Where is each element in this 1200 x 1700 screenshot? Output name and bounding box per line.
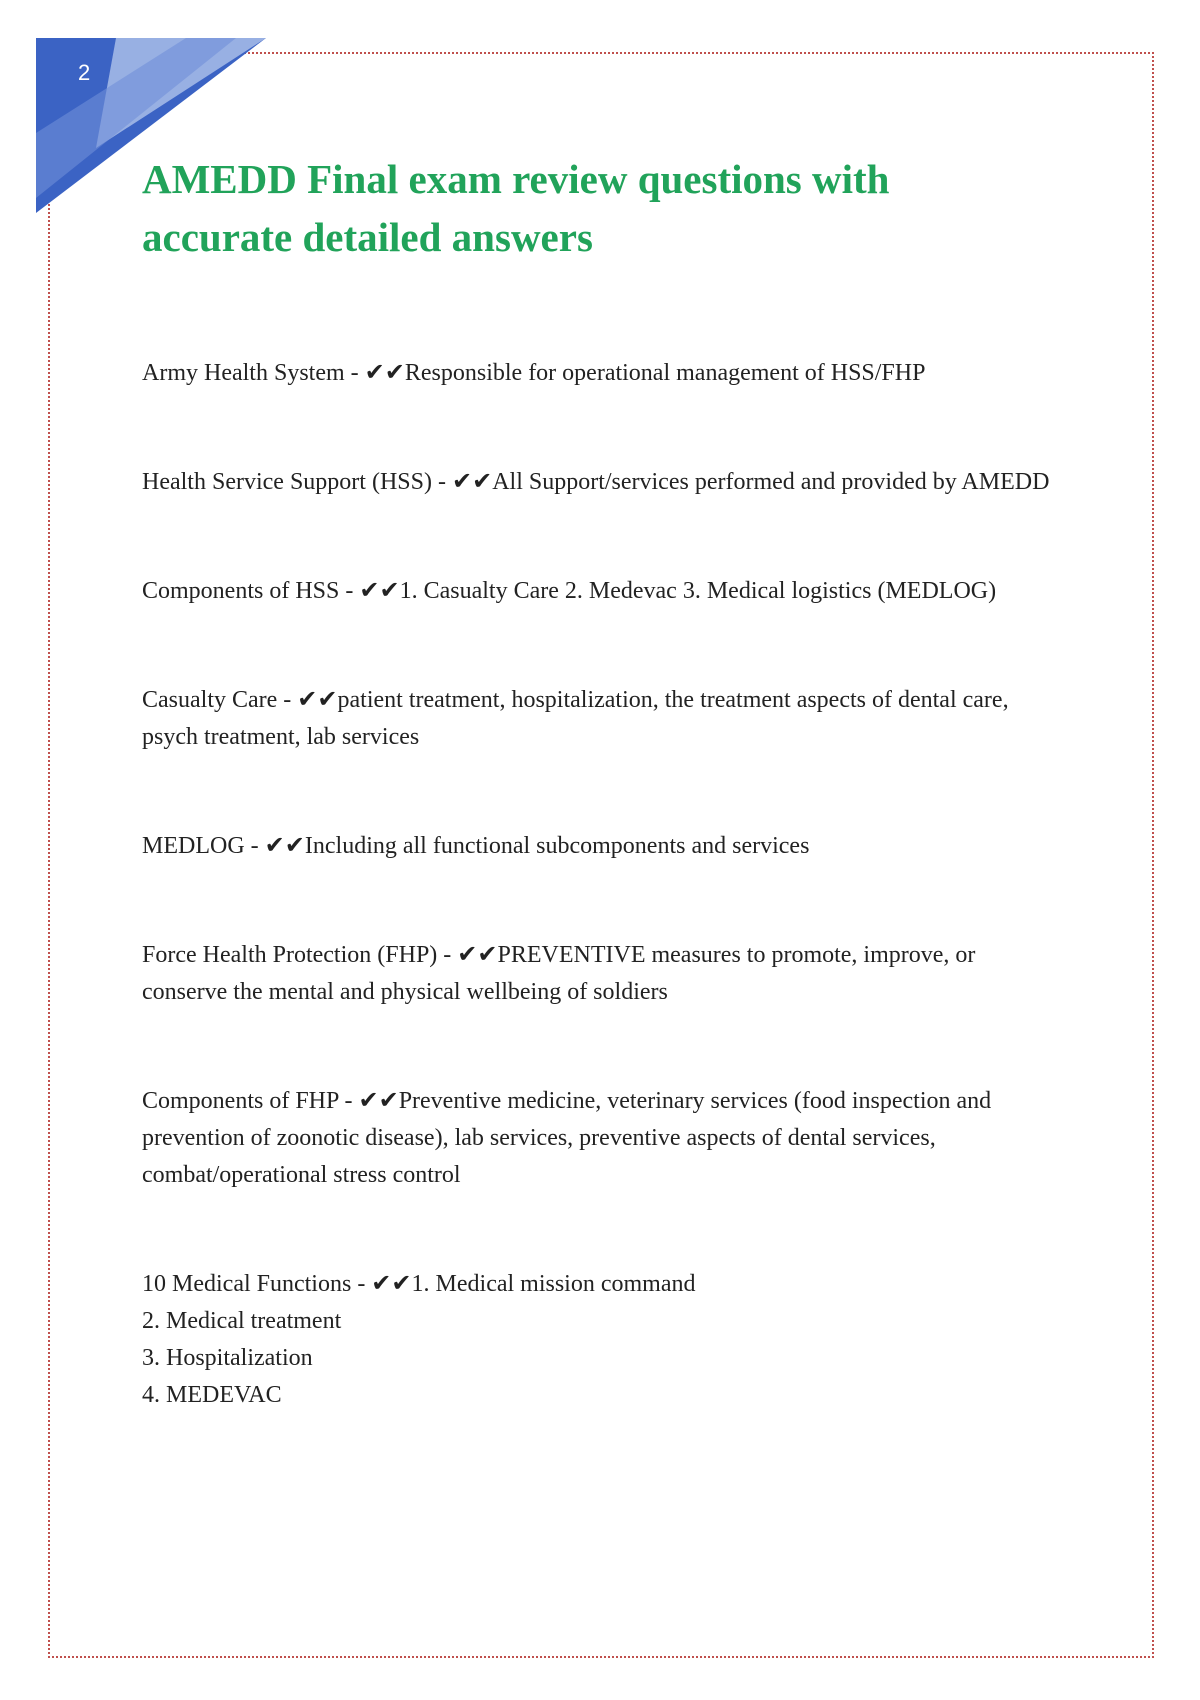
page-number: 2 bbox=[78, 60, 91, 85]
entry-term: Casualty Care bbox=[142, 687, 278, 713]
qa-entry bbox=[142, 573, 1062, 610]
entry-term: Components of FHP bbox=[142, 1088, 339, 1114]
entry-answer: patient treatment, hospitalization, the treatment aspects of dental care, psych treatment, lab services bbox=[142, 687, 1009, 750]
entry-term: MEDLOG bbox=[142, 833, 245, 859]
entry-answer: PREVENTIVE measures to promote, improve, or conserve the mental and physical wellbeing of soldiers bbox=[142, 942, 976, 1005]
entry-answer: Responsible for operational management of HSS/FHP bbox=[404, 360, 926, 386]
function-list-item: 2. Medical treatment bbox=[142, 1308, 342, 1334]
qa-entry bbox=[142, 937, 1062, 1011]
entry-term: 10 Medical Functions bbox=[142, 1271, 352, 1297]
qa-content bbox=[142, 355, 1062, 1486]
entry-term: Components of HSS bbox=[142, 578, 340, 604]
entry-answer: 1. Medical mission command bbox=[411, 1271, 696, 1297]
qa-entry bbox=[142, 828, 1062, 865]
qa-entry bbox=[142, 355, 1062, 392]
function-list-item: 3. Hospitalization bbox=[142, 1345, 313, 1371]
entry-answer: Including all functional subcomponents and services bbox=[304, 833, 810, 859]
qa-entry bbox=[142, 682, 1062, 756]
entry-separator: - ✔✔ bbox=[344, 360, 405, 386]
entry-separator: - ✔✔ bbox=[339, 578, 400, 604]
entry-separator: - ✔✔ bbox=[244, 833, 305, 859]
function-list-item: 4. MEDEVAC bbox=[142, 1382, 282, 1408]
entry-term: Force Health Protection (FHP) bbox=[142, 942, 438, 968]
qa-entry bbox=[142, 1083, 1062, 1194]
entry-separator: - ✔✔ bbox=[431, 469, 493, 495]
qa-entry-functions bbox=[142, 1266, 1062, 1414]
entry-term: Health Service Support (HSS) bbox=[142, 469, 432, 495]
entry-separator: - ✔✔ bbox=[437, 942, 498, 968]
entry-answer: All Support/services performed and provided by AMEDD bbox=[492, 469, 1050, 495]
entry-answer: Preventive medicine, veterinary services (food inspection and prevention of zoonotic disease), lab services, preventive aspects of dental services, combat/operational stress control bbox=[142, 1088, 992, 1188]
entry-term: Army Health System bbox=[142, 360, 345, 386]
entry-answer: 1. Casualty Care 2. Medevac 3. Medical logistics (MEDLOG) bbox=[399, 578, 997, 604]
entry-separator: - ✔✔ bbox=[277, 687, 338, 713]
page-title: AMEDD Final exam review questions with accurate detailed answers bbox=[142, 156, 890, 260]
qa-entry bbox=[142, 464, 1062, 501]
entry-separator: - ✔✔ bbox=[338, 1088, 399, 1114]
entry-separator: - ✔✔ bbox=[351, 1271, 412, 1297]
